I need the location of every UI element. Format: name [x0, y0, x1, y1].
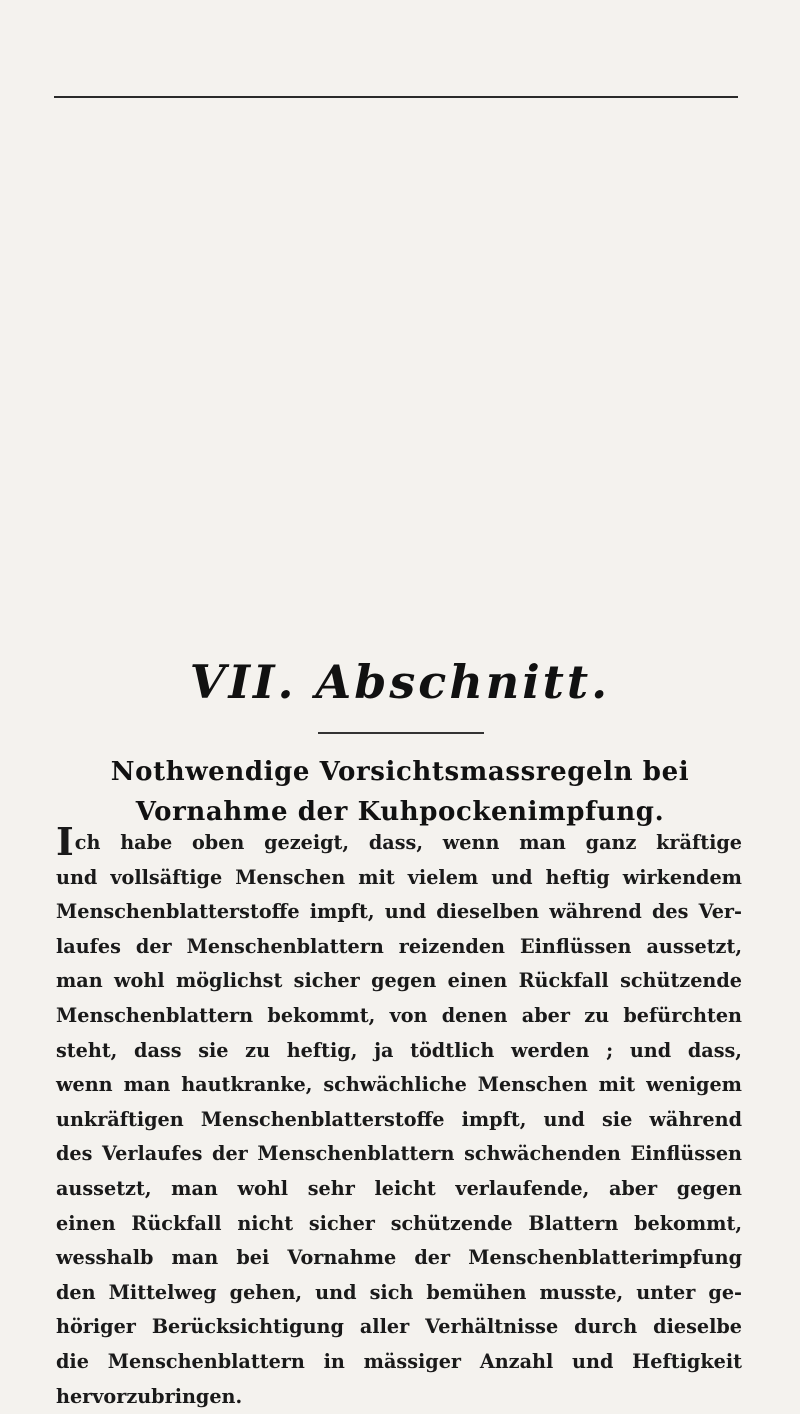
paragraph-line: Menschenblattern bekommt, von denen aber zu befürchten [56, 999, 742, 1034]
paragraph-line: wenn man hautkranke, schwächliche Menschen mit wenigem [56, 1068, 742, 1103]
paragraph-line: des Verlaufes der Menschenblattern schwächenden Einflüssen [56, 1137, 742, 1172]
paragraph-line: aussetzt, man wohl sehr leicht verlaufende, aber gegen [56, 1172, 742, 1207]
paragraph-line: steht, dass sie zu heftig, ja tödtlich werden ; und dass, [56, 1034, 742, 1069]
chapter-title-line-2: Vornahme der Kuhpockenimpfung. [0, 792, 800, 832]
paragraph-line: laufes der Menschenblattern reizenden Einflüssen aussetzt, [56, 930, 742, 965]
chapter-title [0, 752, 800, 832]
heading-divider [318, 732, 484, 734]
paragraph-line: hervorzubringen. [56, 1380, 742, 1414]
initial-letter: I [56, 819, 74, 864]
paragraph-line: und vollsäftige Menschen mit vielem und heftig wirkendem [56, 861, 742, 896]
body-paragraph [56, 826, 742, 1414]
paragraph-line: einen Rückfall nicht sicher schützende Blattern bekommt, [56, 1207, 742, 1242]
paragraph-line: wesshalb man bei Vornahme der Menschenblatterimpfung [56, 1241, 742, 1276]
chapter-title-line-1: Nothwendige Vorsichtsmassregeln bei [0, 752, 800, 792]
paragraph-line: Menschenblatterstoffe impft, und dieselben während des Ver- [56, 895, 742, 930]
paragraph-line: man wohl möglichst sicher gegen einen Rückfall schützende [56, 964, 742, 999]
paragraph-line: den Mittelweg gehen, und sich bemühen musste, unter ge- [56, 1276, 742, 1311]
paragraph-line: die Menschenblattern in mässiger Anzahl und Heftigkeit [56, 1345, 742, 1380]
paragraph-line-text: ch habe oben gezeigt, dass, wenn man ganz kräftige [75, 831, 742, 854]
section-heading: VII. Abschnitt. [0, 655, 800, 709]
paragraph-line: unkräftigen Menschenblatterstoffe impft, und sie während [56, 1103, 742, 1138]
paragraph-line: höriger Berücksichtigung aller Verhältnisse durch dieselbe [56, 1310, 742, 1345]
paragraph-line [56, 826, 742, 861]
top-rule [54, 96, 738, 98]
